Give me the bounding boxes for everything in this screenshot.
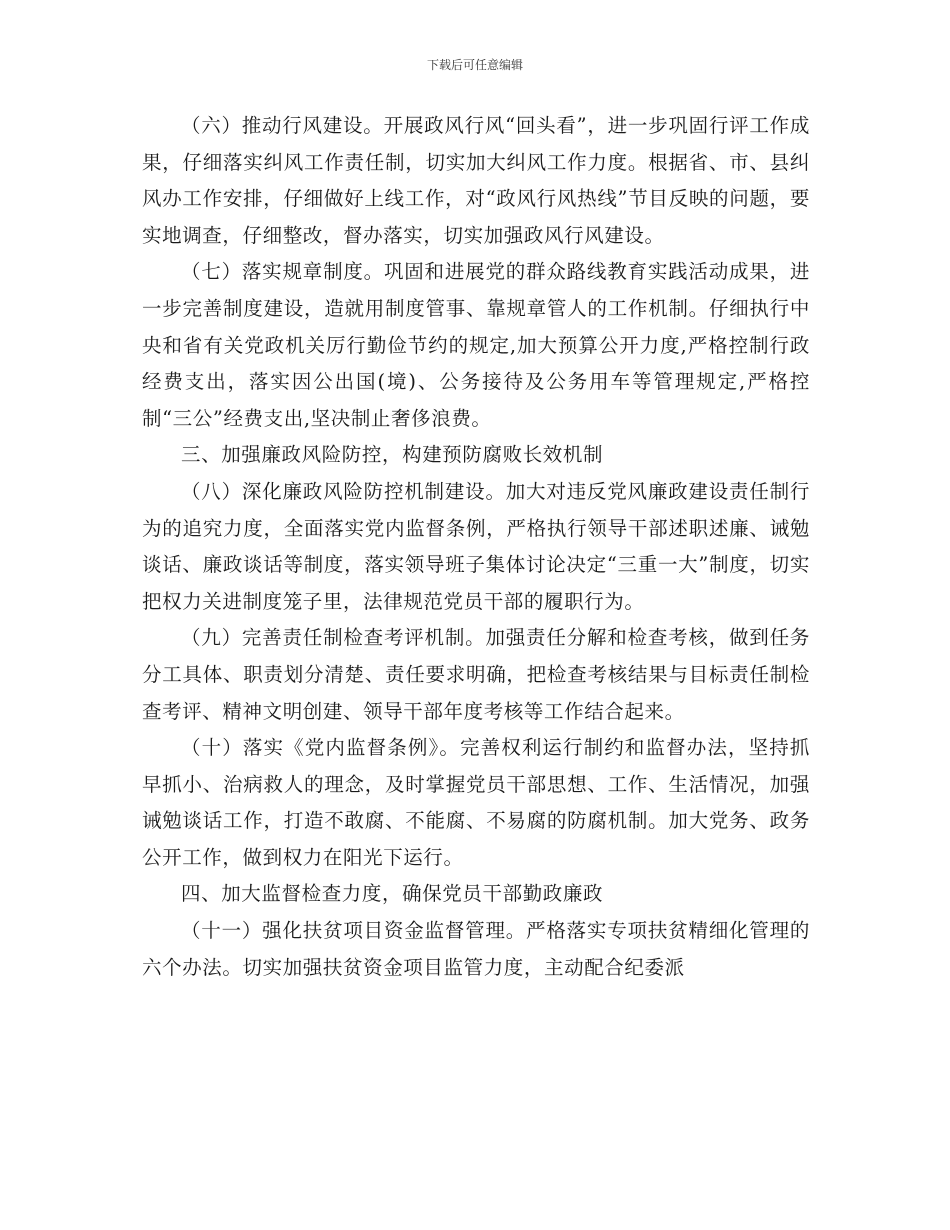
page-header: 下载后可任意编辑 [426, 58, 523, 72]
paragraph-9: （九）完善责任制检查考评机制。加强责任分解和检查考核，做到任务分工具体、职责划分清楚、责任要求明确，把检查考核结果与目标责任制检查考评、精神文明创建、领导干部年度考核等工作结合起来。 [142, 626, 810, 723]
paragraph-7: （七）落实规章制度。巩固和进展党的群众路线教育实践活动成果，进一步完善制度建设，造就用制度管事、靠规章管人的工作机制。仔细执行中央和省有关党政机关厉行勤俭节约的规定,加大预算公开力度,严格控制行政经费支出，落实因公出国(境)、公务接待及公务用车等管理规定,严格控制“三公”经费支出,坚决制止奢侈浪费。 [142, 260, 810, 430]
paragraph-8: （八）深化廉政风险防控机制建设。加大对违反党风廉政建设责任制行为的追究力度，全面落实党内监督条例，严格执行领导干部述职述廉、诫勉谈话、廉政谈话等制度，落实领导班子集体讨论决定“三重一大”制度，切实把权力关进制度笼子里，法律规范党员干部的履职行为。 [142, 479, 810, 613]
paragraph-10: （十）落实《党内监督条例》。完善权利运行制约和监督办法，坚持抓早抓小、治病救人的理念，及时掌握党员干部思想、工作、生活情况，加强诫勉谈话工作，打造不敢腐、不能腐、不易腐的防腐机制。加大党务、政务公开工作，做到权力在阳光下运行。 [142, 736, 810, 869]
section-heading-3: 三、加强廉政风险防控，构建预防腐败长效机制 [181, 443, 604, 467]
paragraph-11: （十一）强化扶贫项目资金监督管理。严格落实专项扶贫精细化管理的六个办法。切实加强扶贫资金项目监管力度，主动配合纪委派 [142, 919, 810, 979]
paragraph-6: （六）推动行风建设。开展政风行风“回头看”，进一步巩固行评工作成果，仔细落实纠风工作责任制，切实加大纠风工作力度。根据省、市、县纠风办工作安排，仔细做好上线工作，对“政风行风热线”节目反映的问题，要实地调查，仔细整改，督办落实，切实加强政风行风建设。 [142, 114, 810, 247]
section-heading-4: 四、加大监督检查力度，确保党员干部勤政廉政 [181, 882, 604, 906]
document-body [142, 108, 810, 986]
